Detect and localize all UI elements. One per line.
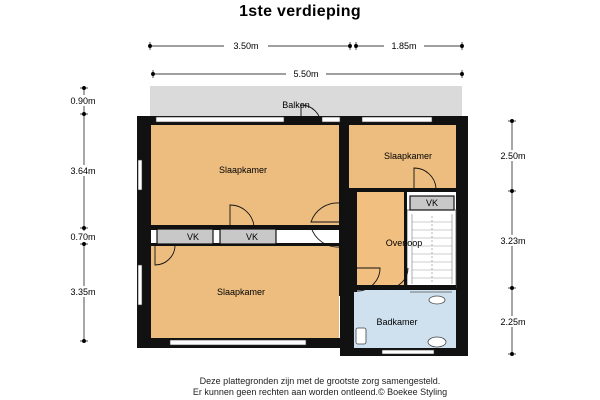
label-slaapkamer-large: Slaapkamer bbox=[218, 165, 268, 175]
closet-vk-3 bbox=[410, 196, 454, 210]
dim-right-upper: 2.50m bbox=[500, 151, 526, 161]
closet-vk-2 bbox=[220, 229, 276, 244]
closet-vk-1-label: VK bbox=[186, 232, 200, 242]
closet-vk-1 bbox=[157, 229, 213, 244]
dim-top-right: 1.85m bbox=[391, 41, 417, 51]
dim-top-total: 5.50m bbox=[293, 69, 319, 79]
closet-vk-2-label: VK bbox=[245, 232, 259, 242]
floor-title: 1ste verdieping bbox=[239, 3, 361, 20]
dim-left-middle: 0.70m bbox=[70, 232, 96, 242]
closet-vk-3-label: VK bbox=[425, 198, 439, 208]
dim-top-left: 3.50m bbox=[233, 41, 259, 51]
disclaimer-line-1: Deze plattegronden zijn met de grootste zorg samengesteld. bbox=[199, 376, 441, 386]
disclaimer-line-2: Er kunnen geen rechten aan worden ontleend.© Boekee Styling bbox=[192, 387, 448, 397]
disclaimer bbox=[0, 376, 600, 398]
dim-left-lower: 3.35m bbox=[70, 287, 96, 297]
label-balkon: Balkon bbox=[282, 100, 310, 110]
label-slaapkamer-small: Slaapkamer bbox=[383, 151, 433, 161]
label-slaapkamer-lower: Slaapkamer bbox=[216, 287, 266, 297]
dim-left-balcony: 0.90m bbox=[70, 96, 96, 106]
dim-right-lower: 2.25m bbox=[500, 317, 526, 327]
label-overloop: Overloop bbox=[385, 238, 423, 248]
dim-right-middle: 3.23m bbox=[500, 236, 526, 246]
staircase bbox=[407, 210, 456, 288]
dim-left-upper: 3.64m bbox=[70, 166, 96, 176]
label-badkamer: Badkamer bbox=[376, 317, 418, 327]
